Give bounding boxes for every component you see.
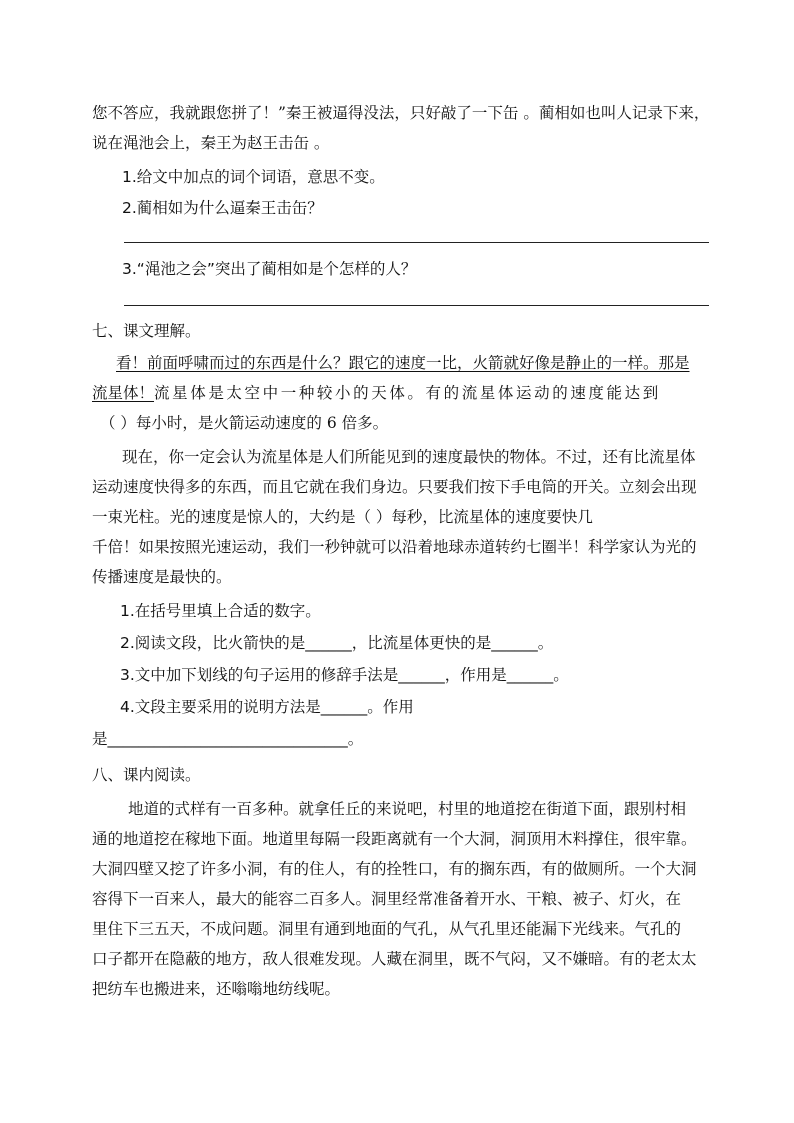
question-2: 2.蔺相如为什么逼秦王击缶？	[122, 199, 323, 217]
passage-line	[92, 382, 661, 404]
passage-line: 千倍！如果按照光速运动，我们一秒钟就可以沿着地球赤道转约七圈半！科学家认为光的	[92, 538, 697, 556]
question-2: 2.阅读文段，比火箭快的是______，比流星体更快的是______。	[120, 634, 554, 652]
passage-text: 流星体是太空中一种较小的天体。有的流星体运动的速度能达到	[154, 384, 661, 402]
passage-line: 一束光柱。光的速度是惊人的，大约是（ ）每秒，比流星体的速度要快几	[92, 508, 593, 526]
answer-line[interactable]	[124, 242, 709, 243]
passage-line: 传播速度是最快的。	[92, 568, 232, 586]
question-4-continuation: 是_______________________________。	[92, 730, 364, 748]
answer-line[interactable]	[124, 305, 709, 306]
question-3: 3.文中加下划线的句子运用的修辞手法是______，作用是______。	[120, 666, 569, 684]
passage-line: 通的地道挖在稼地下面。地道里每隔一段距离就有一个大洞，洞顶用木料撑住，很牢靠。	[92, 830, 697, 848]
passage-line: 运动速度快得多的东西，而且它就在我们身边。只要我们按下手电筒的开关。立刻会出现	[92, 478, 697, 496]
underlined-sentence: 看！前面呼啸而过的东西是什么？跟它的速度一比，火箭就好像是静止的一样。那是	[116, 354, 690, 372]
passage-line: 容得下一百来人，最大的能容二百多人。洞里经常准备着开水、干粮、被子、灯火，在	[92, 890, 682, 908]
passage-line: 地道的式样有一百多种。就拿任丘的来说吧，村里的地道挖在街道下面，跟别村相	[128, 800, 687, 818]
passage-line: 口子都开在隐蔽的地方，敌人很难发现。人藏在洞里，既不气闷，又不嫌暗。有的老太太	[92, 950, 697, 968]
underlined-sentence-end: 流星体！	[92, 384, 155, 402]
passage-line: 现在，你一定会认为流星体是人们所能见到的速度最快的物体。不过，还有比流星体	[122, 448, 696, 466]
passage-line: 说在渑池会上，秦王为赵王击缶 。	[92, 134, 330, 152]
passage-line: 里住下三五天，不成问题。洞里有通到地面的气孔，从气孔里还能漏下光线来。气孔的	[92, 920, 682, 938]
passage-line: （ ）每小时，是火箭运动速度的 6 倍多。	[100, 414, 389, 432]
question-1: 1.给文中加点的词个词语，意思不变。	[122, 168, 385, 186]
passage-line: 把纺车也搬进来，还嗡嗡地纺线呢。	[92, 980, 341, 998]
section-heading: 七、课文理解。	[92, 322, 201, 340]
question-3: 3.“渑池之会”突出了蔺相如是个怎样的人？	[122, 260, 417, 278]
passage-line: 您不答应，我就跟您拼了！”秦王被逼得没法，只好敲了一下缶 。蔺相如也叫人记录下来，	[92, 104, 710, 122]
question-4: 4.文段主要采用的说明方法是______。作用	[120, 698, 414, 716]
question-1: 1.在括号里填上合适的数字。	[120, 602, 321, 620]
section-heading: 八、课内阅读。	[92, 766, 201, 784]
passage-line: 大洞四壁又挖了许多小洞，有的住人，有的拴牲口，有的搁东西，有的做厕所。一个大洞	[92, 860, 697, 878]
